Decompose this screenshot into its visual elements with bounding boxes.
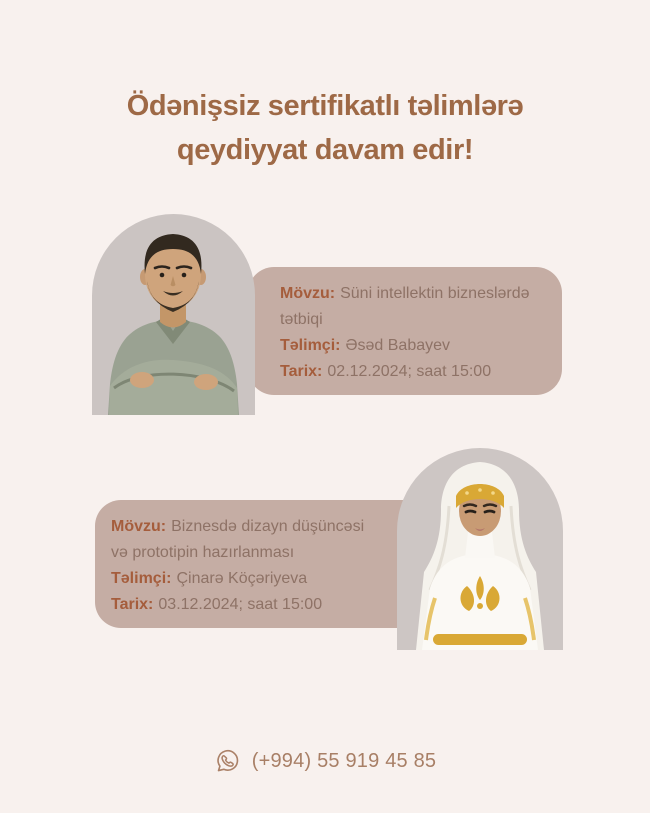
female-trainer-photo (397, 448, 563, 650)
session-2-date (111, 592, 375, 618)
session-1-details (248, 267, 544, 385)
session-2-details (95, 500, 375, 618)
male-trainer-portrait-illustration (92, 214, 255, 415)
male-trainer-photo (92, 214, 255, 415)
phone-number: (+994) 55 919 45 85 (251, 749, 437, 772)
trainer-value: Əsəd Babayev (345, 337, 451, 354)
date-value: 02.12.2024; saat 15:00 (327, 363, 492, 380)
session-2-topic (111, 514, 375, 566)
session-1-trainer (280, 333, 544, 359)
date-value: 03.12.2024; saat 15:00 (158, 596, 323, 613)
poster-title-line2: qeydiyyat davam edir! (176, 134, 474, 166)
topic-label: Mövzu: (280, 285, 336, 302)
whatsapp-icon (214, 747, 242, 775)
topic-label: Mövzu: (111, 518, 167, 535)
trainer-value: Çinarə Köçəriyeva (176, 570, 308, 587)
date-label: Tarix: (280, 363, 323, 380)
trainer-label: Təlimçi: (280, 337, 341, 354)
session-1-card (248, 267, 562, 395)
session-1-date (280, 359, 544, 385)
session-2-card (95, 500, 435, 628)
date-label: Tarix: (111, 596, 154, 613)
session-1-topic (280, 281, 544, 333)
topic-value: Biznesdə dizayn düşüncəsi və prototipin hazırlanması (111, 518, 365, 561)
session-2-trainer (111, 566, 375, 592)
topic-value: Süni intellektin bizneslərdə tətbiqi (280, 285, 530, 328)
poster-title-line1: Ödənişsiz sertifikatlı təlimlərə (126, 90, 524, 122)
contact-row (214, 747, 437, 775)
poster-title (0, 84, 650, 172)
trainer-label: Təlimçi: (111, 570, 172, 587)
female-trainer-portrait-illustration (397, 448, 563, 650)
